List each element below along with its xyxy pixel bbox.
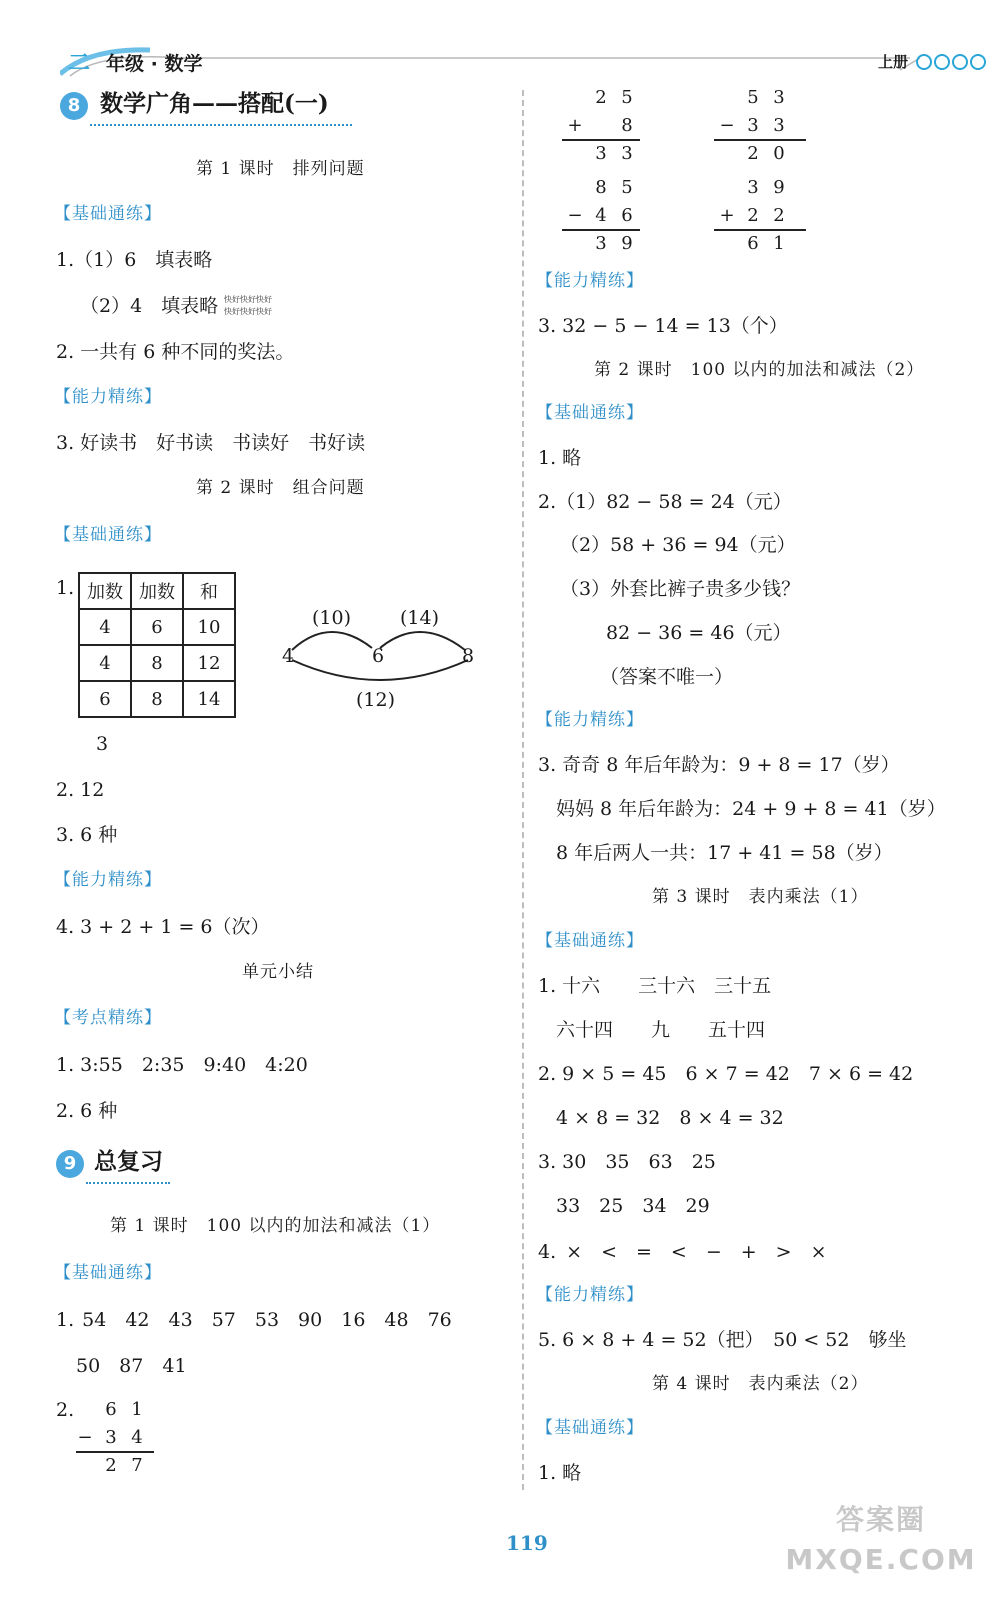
ch8-s1: 1. 3:55 2:35 9:40 4:20 (56, 1054, 308, 1076)
ch8-sec-ability: 【能力精练】 (54, 387, 162, 407)
r-l2q3c: 8 年后两人一共：17 + 41 = 58（岁） (556, 842, 893, 864)
ch9-q2-label: 2. (56, 1399, 75, 1421)
ch8-q3b: 3. 6 种 (56, 824, 118, 846)
table-cell: 8 (131, 681, 183, 717)
volume-label: 上册 (878, 53, 909, 71)
ch8-q2b: 2. 12 (56, 779, 105, 801)
header-logo-dots (916, 54, 988, 74)
calc-85-46: 8 5 − 4 6 3 9 (567, 177, 633, 254)
calc-rule (714, 229, 806, 231)
page-number: 119 (506, 1531, 548, 1555)
r-q3: 3. 32 − 5 − 14 = 13（个） (538, 315, 788, 337)
ch8-sec-exam: 【考点精练】 (54, 1008, 162, 1028)
ch8-sec-basic2: 【基础通练】 (54, 525, 162, 545)
table-cell: 12 (183, 645, 235, 681)
chapter8-title: 数学广角——搭配(一) (100, 90, 329, 117)
calc-rule (562, 229, 640, 231)
ch8-lesson2-title: 第 2 课时 组合问题 (196, 478, 365, 498)
table-header-row (79, 573, 235, 609)
calc-rule (562, 139, 640, 141)
ch8-q1b-note1: 快好快好快好 (224, 295, 272, 304)
ch8-s2: 2. 6 种 (56, 1100, 118, 1122)
ch8-table-label: 1. (56, 577, 75, 599)
r-sec-basic2: 【基础通练】 (536, 931, 644, 951)
table-cell: 4 (79, 645, 131, 681)
r-l3q4: 4. × < = < − + > × (538, 1241, 827, 1263)
r-l2q3a: 3. 奇奇 8 年后年龄为：9 + 8 = 17（岁） (538, 754, 900, 776)
calc-39-22: 3 9 + 2 2 6 1 (719, 177, 785, 254)
diagram-left: 4 (282, 645, 295, 667)
grade-number: 二 (68, 50, 91, 76)
diagram-mid: 6 (372, 645, 385, 667)
r-sec-basic: 【基础通练】 (536, 403, 644, 423)
diagram-top-left: (10) (312, 607, 352, 629)
table-cell: 6 (131, 609, 183, 645)
calc-61-34: 6 1 − 3 4 2 7 (77, 1399, 143, 1476)
diagram-right: 8 (462, 645, 475, 667)
r-l3q5: 5. 6 × 8 + 4 = 52（把） 50 < 52 够坐 (538, 1329, 907, 1351)
chapter9-badge: 9 (56, 1150, 84, 1178)
table-cell: 4 (79, 609, 131, 645)
r-l2q2b: （2）58 + 36 = 94（元） (560, 534, 796, 556)
ch8-q2: 2. 一共有 6 种不同的奖法。 (56, 341, 295, 363)
r-sec-ability2: 【能力精练】 (536, 710, 644, 730)
table-row (79, 609, 235, 645)
ch9-q1a: 1. 54 42 43 57 53 90 16 48 76 (56, 1309, 452, 1331)
ch8-sec-ability2: 【能力精练】 (54, 870, 162, 890)
r-l2q2a: 2.（1）82 − 58 = 24（元） (538, 491, 792, 513)
ch8-q1b-note2: 快好快好快好 (224, 307, 272, 316)
ch8-summary-title: 单元小结 (242, 962, 314, 982)
ch8-sec-basic: 【基础通练】 (54, 204, 162, 224)
chapter8-badge: 8 (60, 92, 88, 120)
ch8-lesson1-title: 第 1 课时 排列问题 (196, 159, 365, 179)
addend-table (78, 572, 236, 718)
header-title: 年级 · 数学 (106, 53, 203, 75)
table-cell: 8 (131, 645, 183, 681)
r-lesson4-title: 第 4 课时 表内乘法（2） (652, 1374, 869, 1394)
ch8-q4: 4. 3 + 2 + 1 = 6（次） (56, 916, 270, 938)
chapter9-title: 总复习 (94, 1148, 163, 1175)
table-cell: 14 (183, 681, 235, 717)
r-l3q2a: 2. 9 × 5 = 45 6 × 7 = 42 7 × 6 = 42 (538, 1063, 914, 1085)
r-l2q3b: 妈妈 8 年后年龄为：24 + 9 + 8 = 41（岁） (556, 798, 946, 820)
r-l4q1: 1. 略 (538, 1462, 582, 1484)
chapter8-underline (90, 124, 352, 126)
ch8-q3: 3. 好读书 好书读 书读好 书好读 (56, 432, 366, 454)
r-sec-basic3: 【基础通练】 (536, 1418, 644, 1438)
r-l3q3a: 3. 30 35 63 25 (538, 1151, 716, 1173)
ch9-q1b: 50 87 41 (76, 1355, 187, 1377)
r-l3q1a: 1. 十六 三十六 三十五 (538, 975, 772, 997)
column-divider (522, 90, 524, 1490)
ch9-lesson1-title: 第 1 课时 100 以内的加法和减法（1） (110, 1216, 441, 1236)
ch8-q1b: （2）4 填表略 (80, 295, 219, 317)
r-l2q2e: （答案不唯一） (600, 666, 734, 688)
ch9-sec-basic: 【基础通练】 (54, 1263, 162, 1283)
calc-rule (76, 1451, 154, 1453)
table-cell: 10 (183, 609, 235, 645)
r-l2q2c: （3）外套比裤子贵多少钱？ (560, 578, 801, 600)
table-row (79, 681, 235, 717)
r-l3q1b: 六十四 九 五十四 (556, 1019, 766, 1041)
watermark: 答案圈 MXQE.COM (785, 1503, 977, 1576)
ch8-q1a: 1.（1）6 填表略 (56, 249, 213, 271)
table-row (79, 645, 235, 681)
r-sec-ability: 【能力精练】 (536, 271, 644, 291)
r-l3q2b: 4 × 8 = 32 8 × 4 = 32 (556, 1107, 784, 1129)
ch8-ans3: 3 (96, 733, 109, 755)
table-header-cell: 和 (183, 573, 235, 609)
chapter9-underline (86, 1182, 170, 1184)
calc-rule (714, 139, 806, 141)
table-cell: 6 (79, 681, 131, 717)
r-sec-ability3: 【能力精练】 (536, 1285, 644, 1305)
table-header-cell: 加数 (79, 573, 131, 609)
r-l3q3b: 33 25 34 29 (556, 1195, 710, 1217)
calc-53-33: 5 3 − 3 3 2 0 (719, 87, 785, 164)
diagram-bottom: (12) (356, 689, 396, 711)
r-lesson2-title: 第 2 课时 100 以内的加法和减法（2） (594, 360, 925, 380)
table-header-cell: 加数 (131, 573, 183, 609)
r-l2q2d: 82 − 36 = 46（元） (606, 622, 792, 644)
r-l2q1: 1. 略 (538, 447, 582, 469)
calc-25-8: 2 5 + 8 3 3 (567, 87, 633, 164)
diagram-top-right: (14) (400, 607, 440, 629)
r-lesson3-title: 第 3 课时 表内乘法（1） (652, 887, 869, 907)
